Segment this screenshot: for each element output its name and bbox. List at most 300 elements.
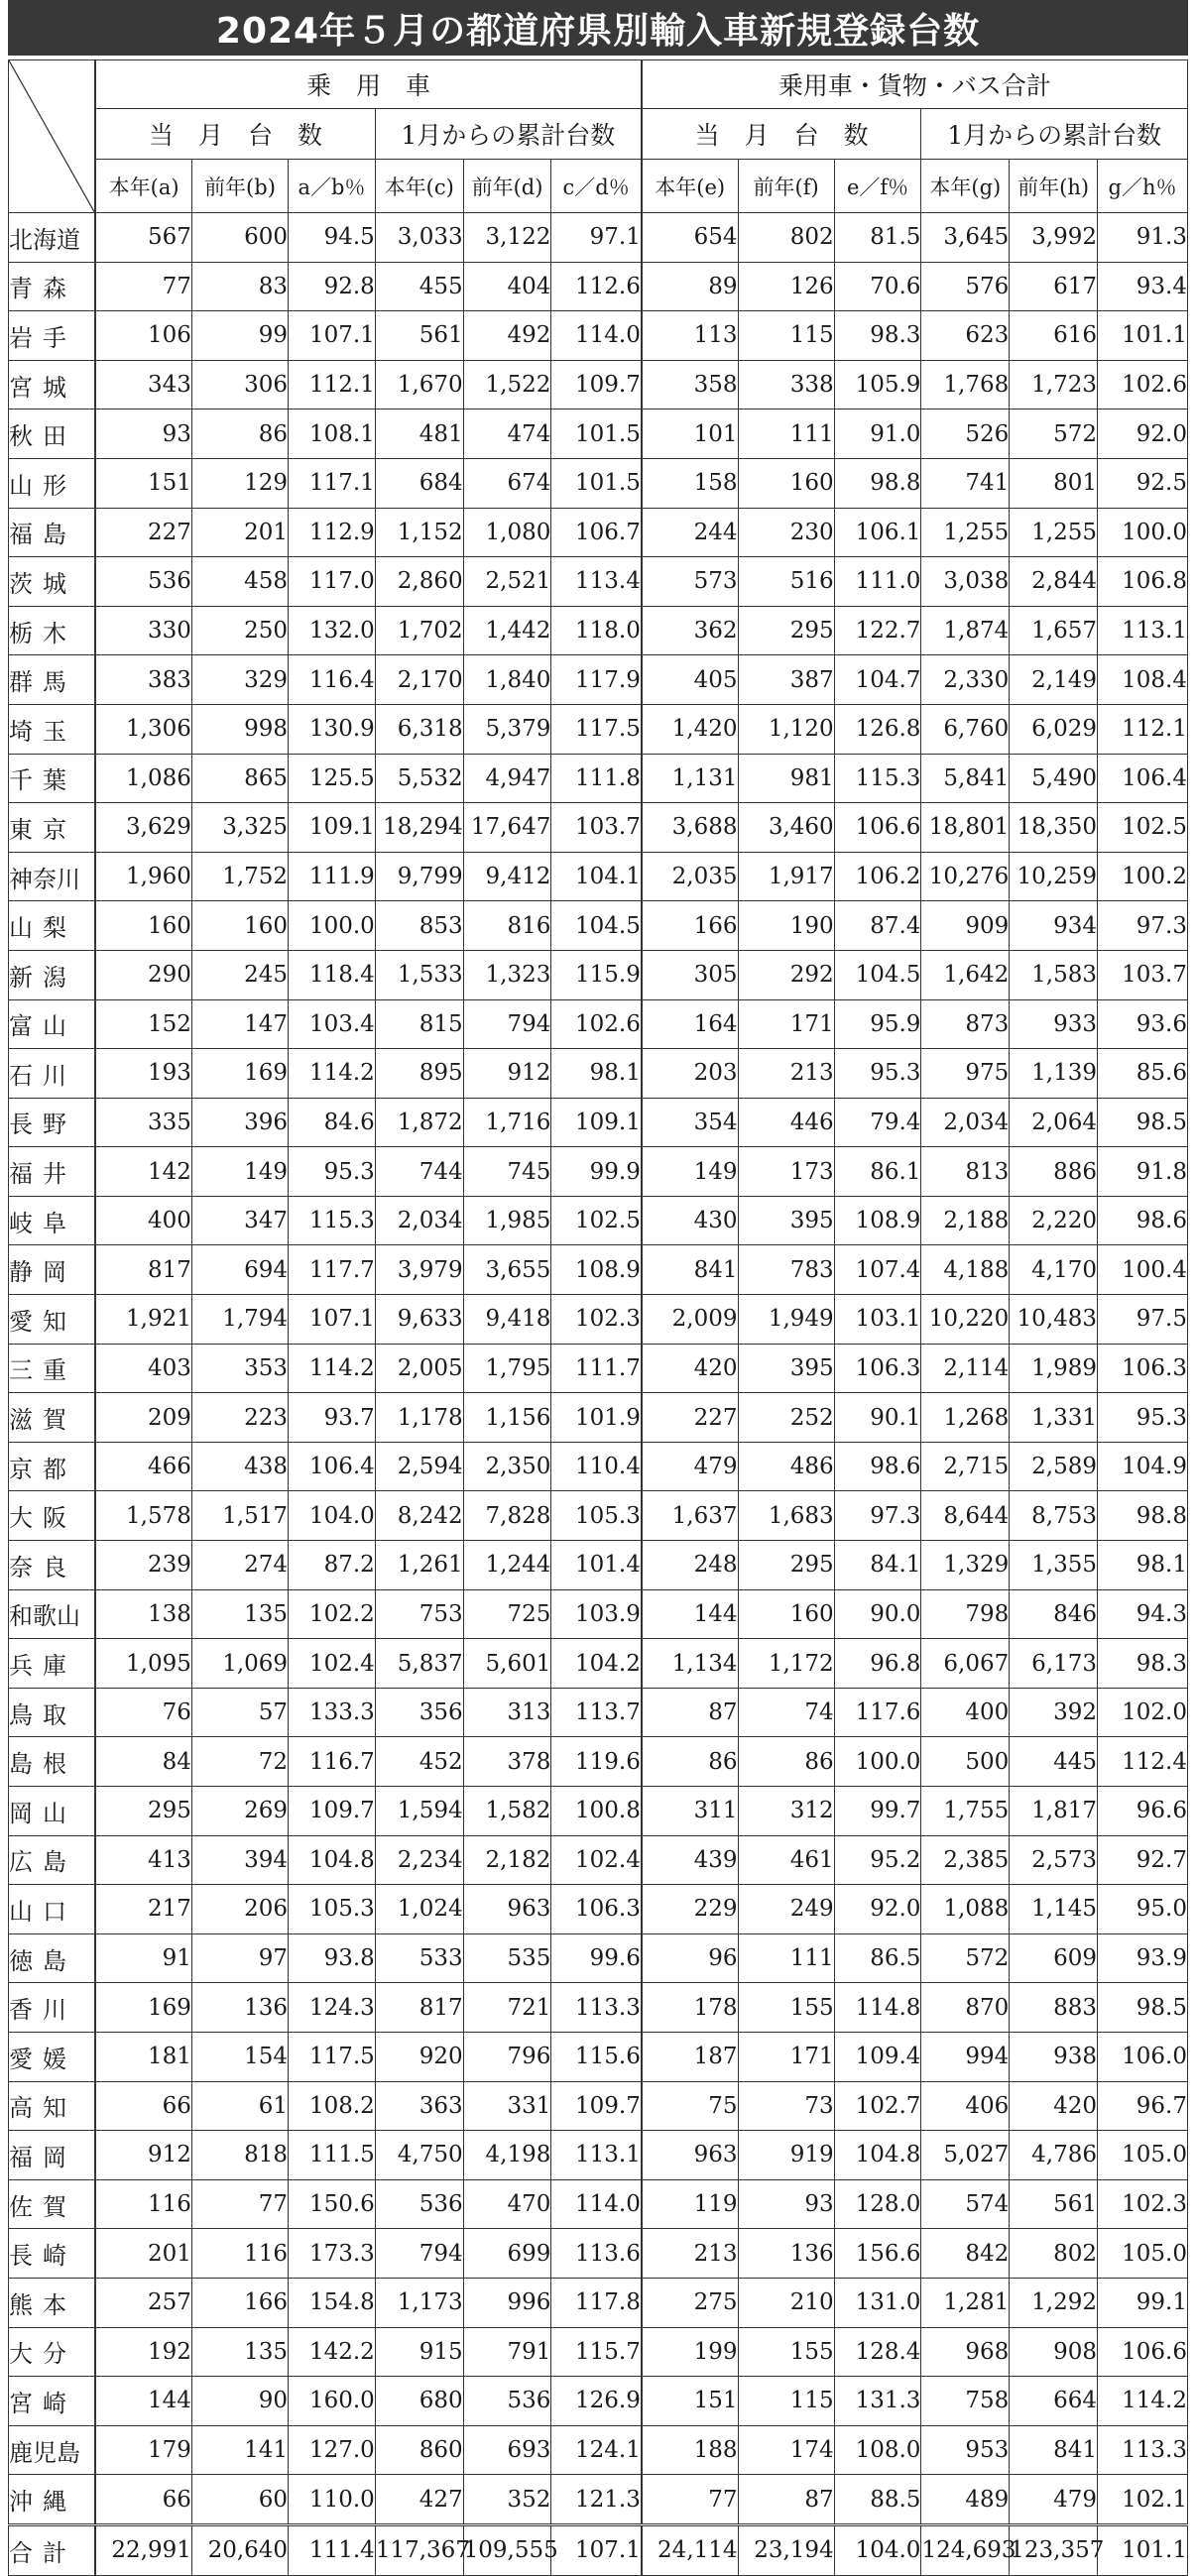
- table-cell: 533: [375, 1933, 463, 1983]
- table-cell: 77: [642, 2475, 738, 2525]
- table-cell: 102.2: [289, 1589, 376, 1639]
- prefecture-name: 石川: [9, 1049, 96, 1099]
- table-cell: 981: [738, 754, 834, 803]
- table-cell: 3,038: [921, 557, 1010, 607]
- table-cell: 2,149: [1010, 655, 1098, 705]
- table-cell: 114.0: [551, 2179, 642, 2229]
- table-cell: 1,642: [921, 950, 1010, 999]
- table-cell: 108.0: [834, 2425, 921, 2475]
- table-cell: 1,578: [95, 1491, 191, 1541]
- table-cell: 963: [642, 2131, 738, 2180]
- table-cell: 396: [191, 1098, 288, 1147]
- table-cell: 131.0: [834, 2278, 921, 2327]
- table-cell: 92.0: [834, 1885, 921, 1934]
- table-cell: 93.4: [1098, 262, 1188, 311]
- table-cell: 479: [1010, 2475, 1098, 2525]
- table-cell: 142.2: [289, 2327, 376, 2377]
- table-cell: 693: [463, 2425, 551, 2475]
- table-cell: 817: [375, 1983, 463, 2033]
- table-cell: 107.1: [551, 2524, 642, 2575]
- table-cell: 8,644: [921, 1491, 1010, 1541]
- table-cell: 95.3: [1098, 1393, 1188, 1443]
- table-cell: 149: [191, 1147, 288, 1197]
- table-cell: 18,350: [1010, 803, 1098, 853]
- table-cell: 98.6: [834, 1442, 921, 1491]
- table-cell: 1,583: [1010, 950, 1098, 999]
- prefecture-name: 熊本: [9, 2278, 96, 2327]
- table-cell: 461: [738, 1835, 834, 1885]
- table-cell: 108.1: [289, 410, 376, 459]
- table-cell: 2,034: [375, 1196, 463, 1245]
- table-cell: 600: [191, 213, 288, 263]
- prefecture-name: 大分: [9, 2327, 96, 2377]
- table-cell: 109,555: [463, 2524, 551, 2575]
- table-cell: 347: [191, 1196, 288, 1245]
- table-cell: 1,069: [191, 1639, 288, 1689]
- table-cell: 98.8: [1098, 1491, 1188, 1541]
- table-cell: 331: [463, 2081, 551, 2131]
- prefecture-name: 福井: [9, 1147, 96, 1197]
- table-cell: 94.5: [289, 213, 376, 263]
- table-cell: 841: [1010, 2425, 1098, 2475]
- table-row: [9, 2377, 1188, 2426]
- table-cell: 104.8: [834, 2131, 921, 2180]
- table-cell: 394: [191, 1835, 288, 1885]
- table-row: [9, 1589, 1188, 1639]
- table-cell: 292: [738, 950, 834, 999]
- table-cell: 802: [738, 213, 834, 263]
- table-cell: 154: [191, 2032, 288, 2081]
- table-cell: 791: [463, 2327, 551, 2377]
- prefecture-name: 秋田: [9, 410, 96, 459]
- prefecture-name: 佐賀: [9, 2179, 96, 2229]
- table-cell: 245: [191, 950, 288, 999]
- table-cell: 160: [738, 1589, 834, 1639]
- table-cell: 147: [191, 999, 288, 1049]
- table-cell: 2,170: [375, 655, 463, 705]
- table-cell: 121.3: [551, 2475, 642, 2525]
- table-cell: 132.0: [289, 606, 376, 655]
- table-cell: 1,420: [642, 704, 738, 754]
- table-cell: 2,009: [642, 1295, 738, 1345]
- table-cell: 3,033: [375, 213, 463, 263]
- table-cell: 815: [375, 999, 463, 1049]
- table-cell: 405: [642, 655, 738, 705]
- table-cell: 1,917: [738, 852, 834, 901]
- table-cell: 107.4: [834, 1245, 921, 1295]
- table-cell: 17,647: [463, 803, 551, 853]
- table-cell: 102.3: [551, 1295, 642, 1345]
- column-header: 本年(a): [95, 160, 191, 213]
- table-cell: 117.1: [289, 458, 376, 508]
- table-cell: 908: [1010, 2327, 1098, 2377]
- table-cell: 111.5: [289, 2131, 376, 2180]
- table-cell: 1,683: [738, 1491, 834, 1541]
- table-cell: 179: [95, 2425, 191, 2475]
- table-row: [9, 1196, 1188, 1245]
- table-row: [9, 1491, 1188, 1541]
- prefecture-name: 神奈川: [9, 852, 96, 901]
- table-cell: 136: [738, 2229, 834, 2279]
- page-title: 2024年５月の都道府県別輸入車新規登録台数: [8, 0, 1188, 56]
- table-cell: 173.3: [289, 2229, 376, 2279]
- table-cell: 1,173: [375, 2278, 463, 2327]
- table-cell: 1,657: [1010, 606, 1098, 655]
- table-cell: 2,034: [921, 1098, 1010, 1147]
- table-cell: 116: [95, 2179, 191, 2229]
- table-cell: 1,306: [95, 704, 191, 754]
- table-row: [9, 2278, 1188, 2327]
- table-row: [9, 999, 1188, 1049]
- table-cell: 102.6: [1098, 360, 1188, 410]
- table-cell: 239: [95, 1541, 191, 1590]
- table-cell: 188: [642, 2425, 738, 2475]
- table-cell: 2,005: [375, 1344, 463, 1393]
- table-cell: 252: [738, 1393, 834, 1443]
- table-row: [9, 1885, 1188, 1934]
- table-cell: 111.9: [289, 852, 376, 901]
- table-cell: 99.9: [551, 1147, 642, 1197]
- table-row: [9, 2425, 1188, 2475]
- column-header: g／h％: [1098, 160, 1188, 213]
- prefecture-name: 山口: [9, 1885, 96, 1934]
- table-cell: 343: [95, 360, 191, 410]
- table-cell: 111: [738, 1933, 834, 1983]
- table-cell: 358: [642, 360, 738, 410]
- table-row: [9, 754, 1188, 803]
- table-cell: 117.5: [551, 704, 642, 754]
- table-row: [9, 606, 1188, 655]
- table-cell: 115.3: [289, 1196, 376, 1245]
- table-cell: 160.0: [289, 2377, 376, 2426]
- table-cell: 113: [642, 311, 738, 361]
- table-cell: 96.7: [1098, 2081, 1188, 2131]
- table-cell: 113.3: [551, 1983, 642, 2033]
- prefecture-name: 愛知: [9, 1295, 96, 1345]
- table-cell: 201: [191, 508, 288, 557]
- table-cell: 77: [95, 262, 191, 311]
- table-cell: 90.0: [834, 1589, 921, 1639]
- prefecture-name: 岐阜: [9, 1196, 96, 1245]
- table-cell: 816: [463, 901, 551, 951]
- table-cell: 97.1: [551, 213, 642, 263]
- table-cell: 98.3: [834, 311, 921, 361]
- table-cell: 81.5: [834, 213, 921, 263]
- table-cell: 1,840: [463, 655, 551, 705]
- table-cell: 149: [642, 1147, 738, 1197]
- table-row: [9, 1983, 1188, 2033]
- table-cell: 102.4: [289, 1639, 376, 1689]
- table-cell: 23,194: [738, 2524, 834, 2575]
- table-cell: 135: [191, 1589, 288, 1639]
- table-cell: 98.5: [1098, 1098, 1188, 1147]
- table-cell: 135: [191, 2327, 288, 2377]
- table-cell: 915: [375, 2327, 463, 2377]
- table-row: [9, 704, 1188, 754]
- table-cell: 2,350: [463, 1442, 551, 1491]
- table-cell: 111.7: [551, 1344, 642, 1393]
- table-cell: 110.0: [289, 2475, 376, 2525]
- column-header: 前年(b): [191, 160, 288, 213]
- table-cell: 105.0: [1098, 2131, 1188, 2180]
- table-cell: 1,331: [1010, 1393, 1098, 1443]
- table-cell: 113.1: [551, 2131, 642, 2180]
- table-cell: 404: [463, 262, 551, 311]
- prefecture-name: 高知: [9, 2081, 96, 2131]
- table-cell: 295: [738, 606, 834, 655]
- table-cell: 86: [642, 1737, 738, 1787]
- table-cell: 87: [738, 2475, 834, 2525]
- table-cell: 8,242: [375, 1491, 463, 1541]
- table-cell: 100.4: [1098, 1245, 1188, 1295]
- table-cell: 100.0: [834, 1737, 921, 1787]
- table-cell: 118.4: [289, 950, 376, 999]
- table-cell: 106.4: [289, 1442, 376, 1491]
- table-cell: 18,801: [921, 803, 1010, 853]
- table-cell: 574: [921, 2179, 1010, 2229]
- table-header: [9, 60, 1188, 213]
- table-cell: 112.9: [289, 508, 376, 557]
- table-cell: 1,794: [191, 1295, 288, 1345]
- table-cell: 2,035: [642, 852, 738, 901]
- table-cell: 1,139: [1010, 1049, 1098, 1099]
- column-header: 前年(d): [463, 160, 551, 213]
- table-cell: 1,960: [95, 852, 191, 901]
- table-cell: 98.8: [834, 458, 921, 508]
- table-cell: 117.8: [551, 2278, 642, 2327]
- table-cell: 458: [191, 557, 288, 607]
- table-cell: 171: [738, 999, 834, 1049]
- table-cell: 813: [921, 1147, 1010, 1197]
- table-cell: 119: [642, 2179, 738, 2229]
- table-cell: 699: [463, 2229, 551, 2279]
- table-cell: 1,949: [738, 1295, 834, 1345]
- table-cell: 104.7: [834, 655, 921, 705]
- prefecture-name: 山形: [9, 458, 96, 508]
- prefecture-name: 鳥取: [9, 1688, 96, 1737]
- table-cell: 466: [95, 1442, 191, 1491]
- table-cell: 963: [463, 1885, 551, 1934]
- table-cell: 128.0: [834, 2179, 921, 2229]
- table-cell: 744: [375, 1147, 463, 1197]
- table-cell: 312: [738, 1787, 834, 1836]
- table-cell: 187: [642, 2032, 738, 2081]
- table-cell: 201: [95, 2229, 191, 2279]
- table-cell: 111.4: [289, 2524, 376, 2575]
- table-cell: 335: [95, 1098, 191, 1147]
- table-cell: 109.7: [289, 1787, 376, 1836]
- table-cell: 783: [738, 1245, 834, 1295]
- table-cell: 486: [738, 1442, 834, 1491]
- table-cell: 85.6: [1098, 1049, 1188, 1099]
- table-cell: 2,330: [921, 655, 1010, 705]
- table-cell: 2,114: [921, 1344, 1010, 1393]
- table-cell: 93: [95, 410, 191, 459]
- table-cell: 2,589: [1010, 1442, 1098, 1491]
- table-cell: 160: [95, 901, 191, 951]
- table-cell: 1,255: [921, 508, 1010, 557]
- table-cell: 938: [1010, 2032, 1098, 2081]
- table-cell: 996: [463, 2278, 551, 2327]
- table-cell: 9,799: [375, 852, 463, 901]
- table-cell: 4,170: [1010, 1245, 1098, 1295]
- table-cell: 93.8: [289, 1933, 376, 1983]
- table-cell: 2,715: [921, 1442, 1010, 1491]
- table-row: [9, 1541, 1188, 1590]
- table-cell: 109.1: [551, 1098, 642, 1147]
- header-group-passenger: 乗 用 車: [95, 60, 642, 109]
- table-cell: 1,244: [463, 1541, 551, 1590]
- table-cell: 116.4: [289, 655, 376, 705]
- table-cell: 7,828: [463, 1491, 551, 1541]
- table-cell: 1,086: [95, 754, 191, 803]
- table-cell: 61: [191, 2081, 288, 2131]
- table-cell: 1,152: [375, 508, 463, 557]
- table-cell: 295: [95, 1787, 191, 1836]
- table-cell: 102.5: [551, 1196, 642, 1245]
- table-cell: 92.8: [289, 262, 376, 311]
- table-cell: 127.0: [289, 2425, 376, 2475]
- table-row: [9, 803, 1188, 853]
- table-cell: 178: [642, 1983, 738, 2033]
- table-cell: 1,172: [738, 1639, 834, 1689]
- table-cell: 106.7: [551, 508, 642, 557]
- registration-table: [8, 59, 1188, 2576]
- table-cell: 72: [191, 1737, 288, 1787]
- table-cell: 853: [375, 901, 463, 951]
- table-cell: 113.6: [551, 2229, 642, 2279]
- table-cell: 102.0: [1098, 1688, 1188, 1737]
- table-cell: 354: [642, 1098, 738, 1147]
- table-cell: 572: [1010, 410, 1098, 459]
- table-cell: 1,817: [1010, 1787, 1098, 1836]
- column-header: 本年(g): [921, 160, 1010, 213]
- table-row: [9, 655, 1188, 705]
- table-cell: 160: [738, 458, 834, 508]
- table-cell: 106.2: [834, 852, 921, 901]
- table-cell: 536: [95, 557, 191, 607]
- header-cumulative-total: 1月からの累計台数: [921, 109, 1188, 160]
- table-cell: 1,131: [642, 754, 738, 803]
- table-body: [9, 213, 1188, 2576]
- table-cell: 1,637: [642, 1491, 738, 1541]
- column-header: 本年(e): [642, 160, 738, 213]
- table-cell: 427: [375, 2475, 463, 2525]
- table-cell: 141: [191, 2425, 288, 2475]
- table-cell: 173: [738, 1147, 834, 1197]
- table-cell: 103.7: [1098, 950, 1188, 999]
- table-cell: 721: [463, 1983, 551, 2033]
- table-cell: 953: [921, 2425, 1010, 2475]
- table-cell: 104.8: [289, 1835, 376, 1885]
- table-cell: 101.1: [1098, 2524, 1188, 2575]
- table-cell: 886: [1010, 1147, 1098, 1197]
- table-cell: 101: [642, 410, 738, 459]
- table-cell: 609: [1010, 1933, 1098, 1983]
- table-cell: 169: [95, 1983, 191, 2033]
- table-row: [9, 1049, 1188, 1099]
- table-cell: 203: [642, 1049, 738, 1099]
- table-cell: 104.1: [551, 852, 642, 901]
- table-cell: 516: [738, 557, 834, 607]
- table-cell: 802: [1010, 2229, 1098, 2279]
- table-cell: 306: [191, 360, 288, 410]
- table-cell: 1,989: [1010, 1344, 1098, 1393]
- table-row: [9, 1688, 1188, 1737]
- table-cell: 111: [738, 410, 834, 459]
- table-row: [9, 1344, 1188, 1393]
- table-row: [9, 2327, 1188, 2377]
- table-cell: 846: [1010, 1589, 1098, 1639]
- table-row: [9, 1098, 1188, 1147]
- table-cell: 1,095: [95, 1639, 191, 1689]
- table-cell: 106.6: [1098, 2327, 1188, 2377]
- table-cell: 1,355: [1010, 1541, 1098, 1590]
- table-cell: 445: [1010, 1737, 1098, 1787]
- table-cell: 576: [921, 262, 1010, 311]
- table-cell: 104.5: [551, 901, 642, 951]
- table-cell: 2,860: [375, 557, 463, 607]
- table-cell: 1,795: [463, 1344, 551, 1393]
- table-cell: 257: [95, 2278, 191, 2327]
- table-cell: 4,750: [375, 2131, 463, 2180]
- table-cell: 430: [642, 1196, 738, 1245]
- table-cell: 1,755: [921, 1787, 1010, 1836]
- table-cell: 114.0: [551, 311, 642, 361]
- table-cell: 108.4: [1098, 655, 1188, 705]
- table-cell: 3,629: [95, 803, 191, 853]
- table-cell: 122.7: [834, 606, 921, 655]
- table-cell: 5,027: [921, 2131, 1010, 2180]
- table-cell: 128.4: [834, 2327, 921, 2377]
- prefecture-name: 滋賀: [9, 1393, 96, 1443]
- table-row: [9, 1147, 1188, 1197]
- table-cell: 413: [95, 1835, 191, 1885]
- table-cell: 104.0: [289, 1491, 376, 1541]
- table-cell: 1,921: [95, 1295, 191, 1345]
- table-cell: 1,134: [642, 1639, 738, 1689]
- table-cell: 363: [375, 2081, 463, 2131]
- table-cell: 758: [921, 2377, 1010, 2426]
- table-cell: 654: [642, 213, 738, 263]
- table-cell: 113.3: [1098, 2425, 1188, 2475]
- table-row: [9, 1835, 1188, 1885]
- table-cell: 2,220: [1010, 1196, 1098, 1245]
- prefecture-name: 宮崎: [9, 2377, 96, 2426]
- table-cell: 70.6: [834, 262, 921, 311]
- table-cell: 338: [738, 360, 834, 410]
- table-cell: 169: [191, 1049, 288, 1099]
- table-cell: 227: [95, 508, 191, 557]
- table-cell: 119.6: [551, 1737, 642, 1787]
- table-cell: 796: [463, 2032, 551, 2081]
- table-cell: 883: [1010, 1983, 1098, 2033]
- table-cell: 144: [95, 2377, 191, 2426]
- table-cell: 3,460: [738, 803, 834, 853]
- table-cell: 100.8: [551, 1787, 642, 1836]
- table-row: [9, 1639, 1188, 1689]
- table-cell: 20,640: [191, 2524, 288, 2575]
- table-cell: 403: [95, 1344, 191, 1393]
- table-cell: 1,088: [921, 1885, 1010, 1934]
- table-cell: 2,573: [1010, 1835, 1098, 1885]
- table-cell: 84.6: [289, 1098, 376, 1147]
- table-cell: 1,716: [463, 1098, 551, 1147]
- header-cumulative-passenger: 1月からの累計台数: [375, 109, 642, 160]
- table-cell: 101.5: [551, 410, 642, 459]
- prefecture-name: 大阪: [9, 1491, 96, 1541]
- table-cell: 171: [738, 2032, 834, 2081]
